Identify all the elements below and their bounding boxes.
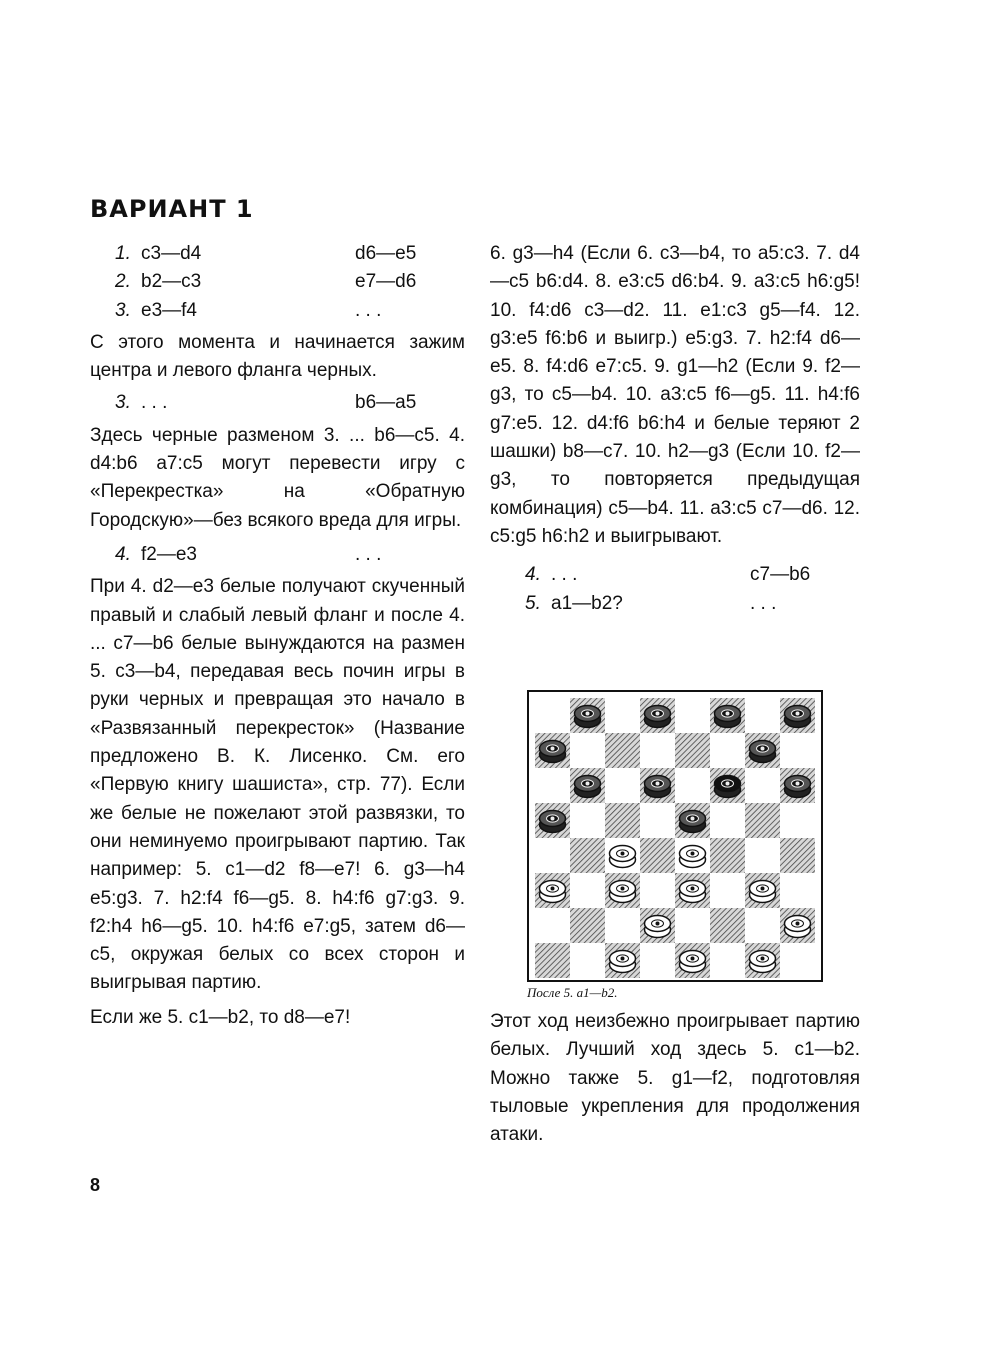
light-square [605, 768, 640, 803]
white-checker [610, 846, 636, 868]
paragraph: При 4. d2—e3 белые получают скученный правый и слабый левый фланг и после 4. ... c7—b6 белые вынуждаются на размен 5. c3—b4, передавая весь почин игры в руки черных и превращая это начало в «Развязанный перекресток» (Название предложено В. К. Лисенко. См. его «Первую книгу шашиста», стр. 77). Если же белые не пожелают этой развязки, то они неминуемо проигрывают партию. Так например: 5. c1—d2 f8—e7! 6. g3—h4 e5:g3. 7. h2:f4 f6—g5. 8. h4:f6 g7:g3. 9. f2:h4 h6—g5. 10. h4:f6 e7:g5, затем d6—c5, окружая белых со всех сторон и выигрывая партию. [90, 576, 465, 994]
light-square [640, 873, 675, 908]
dark-square [675, 733, 710, 768]
white-checker [680, 881, 706, 903]
white-move: e3—f4 [141, 299, 197, 321]
light-square [745, 768, 780, 803]
black-checker [715, 706, 741, 728]
dark-square [605, 803, 640, 838]
light-square [780, 873, 815, 908]
white-checker [750, 881, 776, 903]
dark-square [710, 838, 745, 873]
light-square [780, 803, 815, 838]
black-checker [645, 776, 671, 798]
black-checker [575, 776, 601, 798]
white-checker [610, 881, 636, 903]
move-row [115, 240, 465, 268]
light-square [675, 768, 710, 803]
black-checker [645, 706, 671, 728]
left-column [90, 240, 465, 1032]
move-row [490, 590, 860, 618]
black-checker [540, 811, 566, 833]
diagram-caption: После 5. a1—b2. [527, 985, 618, 1000]
light-square [710, 733, 745, 768]
light-square [710, 873, 745, 908]
light-square [605, 908, 640, 943]
light-square [745, 908, 780, 943]
black-checker [575, 706, 601, 728]
light-square [675, 908, 710, 943]
checkers-board-diagram [527, 690, 823, 982]
move-number: 4. [525, 564, 541, 586]
right-column-bottom [490, 1008, 860, 1149]
white-move: . . . [141, 392, 168, 414]
light-square [640, 733, 675, 768]
light-square [535, 838, 570, 873]
checkers-board [529, 692, 821, 980]
black-move: c7—b6 [750, 564, 811, 586]
section-heading: ВАРИАНТ 1 [90, 195, 254, 223]
light-square [710, 803, 745, 838]
black-checker [785, 776, 811, 798]
black-checker [715, 776, 741, 798]
black-checker [680, 811, 706, 833]
light-square [535, 908, 570, 943]
dark-square [780, 838, 815, 873]
move-number: 5. [525, 592, 541, 614]
white-checker [680, 951, 706, 973]
light-square [570, 733, 605, 768]
right-column [490, 240, 860, 618]
white-move: c3—d4 [141, 243, 202, 264]
move-number: 4. [115, 543, 131, 565]
light-square [780, 733, 815, 768]
black-move: e7—d6 [355, 271, 417, 293]
black-move: b6—a5 [355, 392, 417, 414]
white-checker [750, 951, 776, 973]
light-square [640, 943, 675, 978]
light-square [570, 803, 605, 838]
white-checker [645, 916, 671, 938]
paragraph: С этого момента и начинается зажим центра и левого фланга черных. [90, 331, 465, 382]
move-row [490, 561, 860, 589]
dark-square [570, 838, 605, 873]
paragraph: 6. g3—h4 (Если 6. c3—b4, то a5:c3. 7. d4—c5 b6:d4. 8. e3:c5 d6:b4. 9. a3:c5 h6:g5! 10. f4:d6 c3—d2. 11. e1:c3 g5—f4. 12. g3:e5 f6:b6 и выигр.) e5:g3. 7. h2:f4 d6—e5. 8. f4:d6 e7:c5. 9. g1—h2 (Если 9. f2—g3, то c5—b4. 10. a3:c5 f6—g5. 11. h4:f6 g7:e5. 12. d4:f6 b6:h4 и белые теряют 2 шашки) b8—c7. 10. h2—g3 (Если 10. f2—g3, то повторяется предыдущая комбинация) c5—b4. 11. a3:c5 c7—d6. 12. c5:g5 h6:h2 и выигрывают. [490, 243, 860, 547]
move-number: 3. [115, 299, 131, 321]
white-checker [610, 951, 636, 973]
light-square [535, 768, 570, 803]
dark-square [640, 838, 675, 873]
white-move: b2—c3 [141, 271, 202, 293]
light-square [605, 698, 640, 733]
dark-square [535, 943, 570, 978]
move-row [115, 541, 465, 569]
light-square [535, 698, 570, 733]
move-number: 2. [115, 271, 131, 293]
move-row [115, 268, 465, 296]
move-number: 1. [115, 243, 131, 264]
light-square [570, 873, 605, 908]
black-checker [750, 741, 776, 763]
paragraph: Если же 5. c1—b2, то d8—e7! [90, 1006, 351, 1028]
white-checker [785, 916, 811, 938]
black-move: d6—e5 [355, 243, 417, 264]
move-number: 3. [115, 392, 131, 414]
paragraph: Этот ход неизбежно проигрывает партию белых. Лучший ход здесь 5. c1—b2. Можно также 5. g1—f2, подготовляя тыловые укрепления для продолжения атаки. [490, 1011, 860, 1146]
light-square [570, 943, 605, 978]
white-checker [540, 881, 566, 903]
light-square [745, 698, 780, 733]
light-square [675, 698, 710, 733]
light-square [780, 943, 815, 978]
light-square [640, 803, 675, 838]
white-move: . . . [551, 564, 578, 586]
black-checker [785, 706, 811, 728]
white-move: a1—b2? [551, 592, 623, 614]
black-move: . . . [750, 592, 777, 614]
black-move: . . . [355, 543, 382, 565]
white-move: f2—e3 [141, 543, 197, 565]
black-checker [540, 741, 566, 763]
dark-square [745, 803, 780, 838]
black-move: . . . [355, 299, 382, 321]
light-square [745, 838, 780, 873]
dark-square [605, 733, 640, 768]
page-number: 8 [90, 1175, 101, 1195]
move-row [115, 389, 465, 417]
move-row [115, 297, 465, 325]
dark-square [570, 908, 605, 943]
white-checker [680, 846, 706, 868]
dark-square [710, 908, 745, 943]
light-square [710, 943, 745, 978]
paragraph: Здесь черные разменом 3. ... b6—c5. 4. d4:b6 a7:c5 могут перевести игру с «Перекрестка» на «Обратную Городскую»—без всякого вреда для игры. [90, 424, 465, 531]
